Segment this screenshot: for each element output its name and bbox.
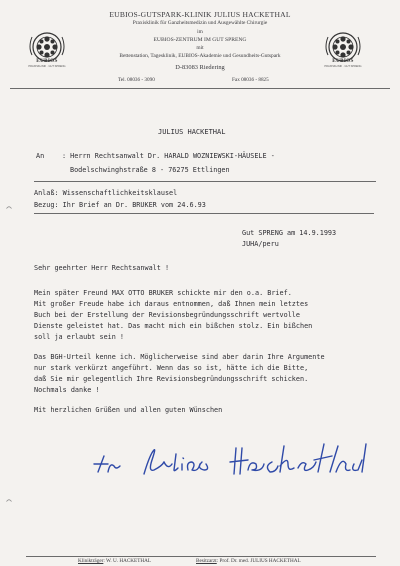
body-line: daß Sie mir gelegentlich Ihre Revisionsbegründungsschrift schicken. [34, 375, 309, 383]
footer-right-value: : Prof. Dr. med. JULIUS HACKETHAL [216, 558, 301, 564]
footer-left-label: Klinikträger [78, 558, 104, 564]
letterhead-title: EUBIOS-GUTSPARK-KLINIK JULIUS HACKETHAL [109, 10, 291, 19]
punch-hole-mark [6, 498, 12, 502]
subject-bezug: Bezug: Ihr Brief an Dr. BRUKER vom 24.6.93 [34, 201, 206, 209]
logo-subcaption-right: PRAXISKLINIK · GUT SPRENG [324, 65, 362, 68]
footer-left [78, 558, 151, 564]
body-line: Buch bei der Erstellung der Revisionsbegründungsschrift wertvolle [34, 311, 300, 319]
letterhead-telephone: Tel. 08036 - 3090 [118, 77, 155, 83]
punch-hole-mark [6, 205, 12, 209]
closing-line: Mit herzlichen Grüßen und allen guten Wünschen [34, 406, 223, 414]
body-line: Mein später Freund MAX OTTO BRUKER schickte mir den o.a. Brief. [34, 289, 292, 297]
body-line: Dienste geleistet hat. Das macht mich ein bißchen stolz. Ein bißchen [34, 322, 313, 330]
salutation: Sehr geehrter Herr Rechtsanwalt ! [34, 264, 170, 272]
eubios-logo-right [318, 20, 368, 80]
letterhead-line-5: mit [196, 45, 204, 51]
footer-rule [26, 556, 376, 557]
subject-anlass: Anlaß: Wissenschaftlichkeitsklausel [34, 189, 178, 197]
sender-name: JULIUS HACKETHAL [158, 128, 226, 136]
address-rule [34, 181, 376, 182]
letterhead-line-4: EUBIOS-ZENTRUM IM GUT SPRENG [153, 37, 247, 43]
address-line-1: : Herrn Rechtsanwalt Dr. HARALD WOZNIEWSKI-HÄUSELE - [62, 152, 275, 160]
body-line: Das BGH-Urteil kenne ich. Möglicherweise sind aber darin Ihre Argumente [34, 353, 325, 361]
logo-subcaption-left: PRAXISKLINIK · GUT SPRENG [28, 65, 66, 68]
handwritten-signature [92, 442, 372, 484]
footer-right-label: Besitzarzt [196, 558, 217, 564]
logo-caption-left: EUBIOS [36, 58, 58, 64]
letterhead-line-2: Praxisklinik für Ganzheitsmedizin und Ausgewählte Chirurgie [132, 20, 268, 26]
letterhead-line-3: im [197, 29, 203, 35]
footer-left-value: : W. U. HACKETHAL [103, 558, 152, 564]
letterhead-fax: Fax 08036 - 8825 [232, 77, 269, 83]
eubios-logo-left [22, 20, 72, 80]
footer-right [196, 558, 301, 564]
body-line: Nochmals danke ! [34, 386, 100, 394]
reference-code: JUHA/peru [242, 240, 279, 248]
logo-caption-right: EUBIOS [332, 58, 354, 64]
place-date: Gut SPRENG am 14.9.1993 [242, 229, 337, 237]
subject-rule [34, 213, 374, 214]
body-line: soll ja erlaubt sein ! [34, 333, 125, 341]
letterhead-line-6: Bettenstation, Tagesklinik, EUBIOS-Akademie und Gesundheits-Gutspark [119, 53, 281, 59]
letterhead-address: D-83083 Riedering [175, 64, 225, 71]
address-label: An [36, 152, 45, 160]
letterhead-rule [10, 88, 390, 89]
body-line: nur stark verkürzt angeführt. Wenn das so ist, hätte ich die Bitte, [34, 364, 309, 372]
address-line-2: Bodelschwinghstraße 8 - 76275 Ettlingen [70, 166, 230, 174]
body-line: Mit großer Freude habe ich daraus entnommen, daß Ihnen mein letztes [34, 300, 309, 308]
